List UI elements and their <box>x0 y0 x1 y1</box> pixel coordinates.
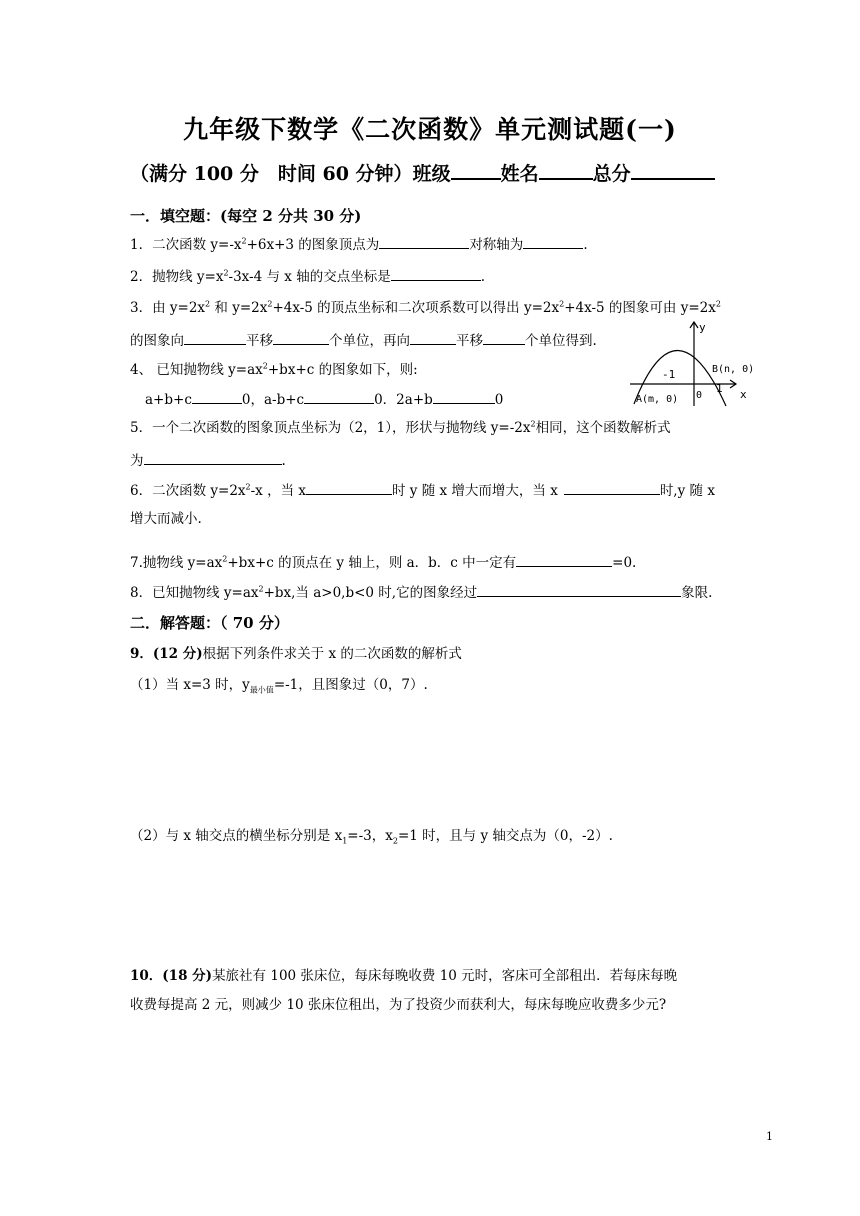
q3-units2-blank <box>483 330 525 345</box>
question-7: 7.抛物线 $y=ax^2+bx+c$ 的顶点在 y 轴上，则 a．b．c 中一定有 =0. <box>130 552 636 573</box>
question-3-line2: 的图象向 平移 个单位，再向 平移 个单位得到. <box>130 330 597 351</box>
question-4-blanks: a+b+c 0，a-b+c 0．2a+b 0 <box>145 389 503 410</box>
question-6-line1: 6．二次函数 $y=2x^2-x$ ，当 x 时 y 随 x 增大而增大，当 x 时,y 随 x <box>130 480 715 501</box>
score-time: （满分 100 分 时间 60 分钟） <box>130 163 413 185</box>
question-9-part2: （2）与 x 轴交点的横坐标分别是 $x_1=-3$，$x_2=1$ 时，且与 y 轴交点为（0，-2）. <box>130 828 613 846</box>
q2-blank <box>391 266 481 281</box>
total-label: 总分 <box>592 163 631 185</box>
page-title: 九年级下数学《二次函数》单元测试题(一) <box>183 115 677 144</box>
question-1: 1．二次函数 $y=-x^2+6x+3$ 的图象顶点为 对称轴为 . <box>130 234 588 255</box>
q1-vertex-blank <box>379 234 469 249</box>
question-3-line1: 3．由 $y=2x^2$ 和 $y=2x^2+4x-5$ 的顶点坐标和二次项系数可以得出 $y=2x^2+4x-5$ 的图象可由 $y=2x^2$ <box>130 299 721 316</box>
question-9-part1: （1）当 x=3 时，$y_{最小值}=-1$，且图象过（0，7）. <box>130 677 428 695</box>
class-blank <box>451 164 501 180</box>
section1-heading: 一．填空题：(每空 2 分共 30 分) <box>130 207 362 225</box>
question-9: 9．(12 分)根据下列条件求关于 x 的二次函数的解析式 <box>130 646 462 662</box>
q3-units1-blank <box>273 330 329 345</box>
total-blank <box>631 164 715 180</box>
x-axis-label: x <box>740 388 747 401</box>
question-8: 8．已知抛物线 $y=ax^2+bx$,当 a>0,b<0 时,它的图象经过 象限. <box>130 582 712 603</box>
q3-direction2-blank <box>410 330 456 345</box>
class-label: 班级 <box>412 163 451 185</box>
q5-blank <box>144 450 282 465</box>
subtitle <box>130 159 715 186</box>
q6-blank2 <box>564 480 660 495</box>
q4-blank3 <box>433 389 495 404</box>
q4-blank1 <box>192 389 242 404</box>
label-one: 1 <box>716 382 723 395</box>
question-4: 4、 已知抛物线 $y=ax^2+bx+c$ 的图象如下，则: <box>130 361 418 378</box>
question-6-line2: 增大而减小. <box>130 511 202 527</box>
section2-heading: 二．解答题：（ 70 分） <box>130 614 289 632</box>
name-blank <box>539 164 593 180</box>
q1-axis-blank <box>523 234 583 249</box>
label-point-b: B(n, 0) <box>712 364 755 375</box>
label-zero: 0 <box>696 390 703 401</box>
y-axis-label: y <box>699 321 706 334</box>
q8-blank <box>477 582 681 597</box>
q4-blank2 <box>304 389 374 404</box>
q7-blank <box>516 552 612 567</box>
question-5-line2: 为 . <box>130 450 286 471</box>
label-point-a: A(m, 0) <box>636 394 679 405</box>
question-10-line2: 收费每提高 2 元，则减少 10 张床位租出，为了投资少而获利大，每床每晚应收费多少元? <box>130 997 667 1013</box>
q3-direction1-blank <box>184 330 246 345</box>
label-neg1: -1 <box>662 368 676 381</box>
question-5-line1: 5．一个二次函数的图象顶点坐标为（2，1），形状与抛物线 $y=-2x^2$相同，这个函数解析式 <box>130 419 671 436</box>
name-label: 姓名 <box>500 163 539 185</box>
question-2: 2．抛物线 $y=x^2-3x-4$ 与 x 轴的交点坐标是 . <box>130 266 485 287</box>
question-10-line1: 10．(18 分)某旅社有 100 张床位，每床每晚收费 10 元时，客床可全部租出．若每床每晚 <box>130 968 678 984</box>
parabola-graph <box>626 318 762 410</box>
page-number: 1 <box>766 1130 773 1143</box>
q6-blank1 <box>306 480 392 495</box>
